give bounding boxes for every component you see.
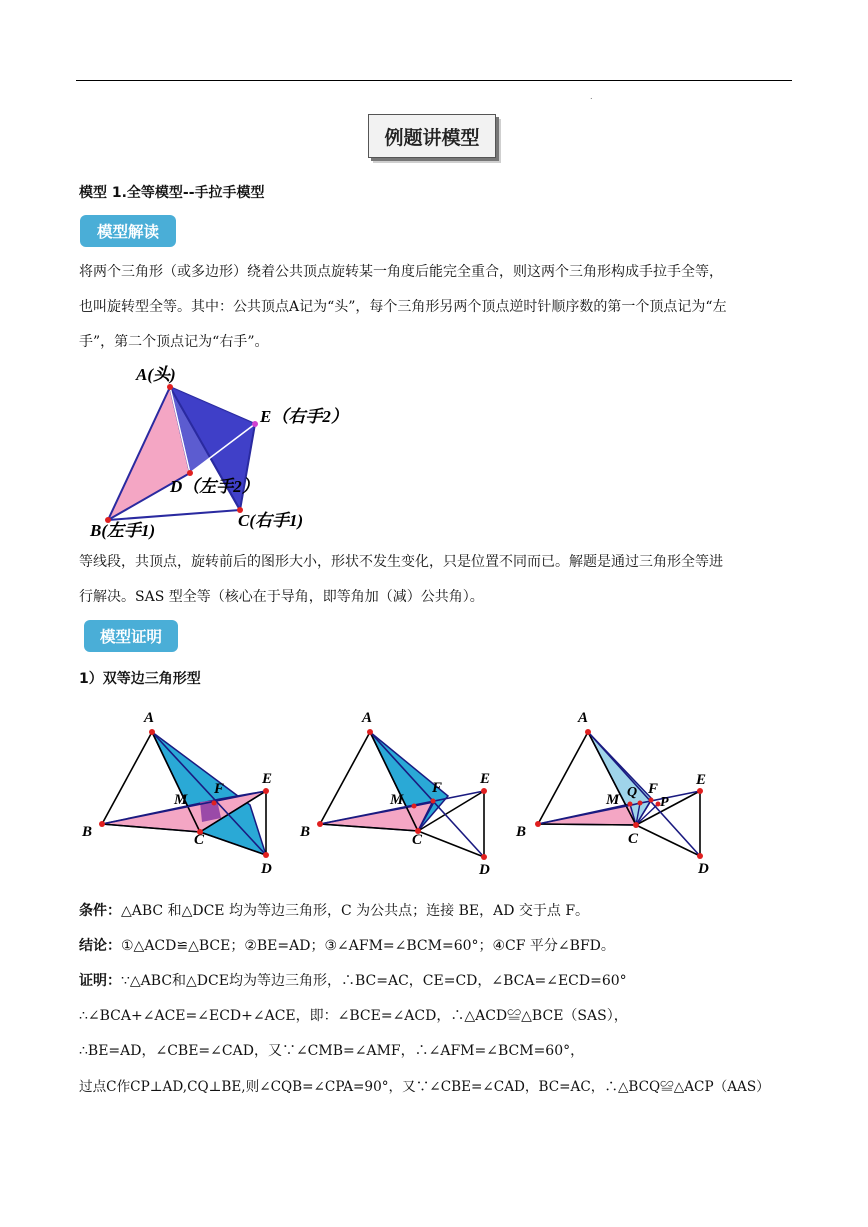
- conclusion-text: ①△ACD≌△BCE；②BE=AD；③∠AFM=∠BCM=60°；④CF 平分∠BFD。: [121, 938, 615, 954]
- fig3-label-c: C: [628, 831, 639, 847]
- fig1-label-m: M: [174, 792, 188, 808]
- proof-text: ∵△ABC和△DCE均为等边三角形，∴BC=AC，CE=CD，∠BCA=∠ECD=60°: [121, 973, 627, 989]
- section-title: 例题讲模型: [368, 114, 496, 158]
- fig3-label-a: A: [578, 710, 589, 726]
- fig3-label-q: Q: [627, 785, 638, 800]
- conclusion-label: 结论：: [79, 938, 121, 954]
- fig2-label-c: C: [412, 832, 423, 848]
- header-dot: .: [590, 92, 593, 101]
- fig1-label-d: D: [261, 861, 272, 877]
- fig1-label-c: C: [194, 832, 205, 848]
- fig1-label-b: B: [82, 824, 93, 840]
- fig1-label-a: A: [144, 710, 155, 726]
- fig3-label-f: F: [648, 781, 659, 797]
- para-line: 也叫旋转型全等。其中：公共顶点A记为“头”，每个三角形另两个顶点逆时针顺序数的第一个顶点记为“左: [79, 299, 727, 315]
- paragraph-intro: [79, 255, 795, 360]
- fig2-label-e: E: [480, 771, 491, 787]
- fig3-label-b: B: [516, 824, 527, 840]
- label-e-right-hand2: E（右手2）: [260, 407, 348, 426]
- para-line: 手”，第二个顶点记为“右手”。: [79, 334, 269, 350]
- figure-1: [78, 702, 288, 882]
- fig3-label-d: D: [698, 861, 709, 877]
- fig2-label-m: M: [390, 792, 404, 808]
- label-c-right-hand1: C(右手1): [238, 511, 304, 530]
- para-line: 将两个三角形（或多边形）绕着公共顶点旋转某一角度后能完全重合，则这两个三角形构成手拉手全等，: [79, 264, 723, 280]
- proof-line-3: ∴BE=AD，∠CBE=∠CAD，又∵∠CMB=∠AMF，∴∠AFM=∠BCM=60°，: [79, 1043, 585, 1059]
- conclusion-line: [79, 935, 615, 955]
- fig1-label-f: F: [214, 781, 225, 797]
- proof-line-4: 过点C作CP⊥AD,CQ⊥BE,则∠CQB=∠CPA=90°，又∵∠CBE=∠CAD，BC=AC，∴△BCQ≌△ACP（AAS）: [79, 1079, 770, 1095]
- proof-label: 证明：: [79, 973, 121, 989]
- fig2-label-a: A: [362, 710, 373, 726]
- figure-2: [296, 702, 506, 882]
- diagram-hand-in-hand: [80, 360, 380, 545]
- fig3-label-p: P: [660, 795, 669, 810]
- header-rule: [76, 80, 792, 81]
- fig2-label-d: D: [479, 862, 490, 878]
- condition-label: 条件：: [79, 903, 121, 919]
- para-line: 等线段，共顶点，旋转前后的图形大小，形状不发生变化，只是位置不同而已。解题是通过三角形全等进: [79, 554, 723, 570]
- fig2-label-f: F: [432, 780, 443, 796]
- condition-text: △ABC 和△DCE 均为等边三角形，C 为公共点；连接 BE，AD 交于点 F。: [121, 903, 590, 919]
- subheading-double-equilateral: 1）双等边三角形型: [79, 671, 201, 687]
- para-line: 行解决。SAS 型全等（核心在于导角，即等角加（减）公共角）。: [79, 589, 484, 605]
- label-a-head: A(头): [136, 365, 176, 384]
- fig2-label-b: B: [300, 824, 311, 840]
- fig3-label-e: E: [696, 772, 707, 788]
- label-b-left-hand1: B(左手1): [90, 521, 156, 540]
- tag-model-explain: 模型解读: [80, 215, 176, 247]
- figure-3: [514, 702, 724, 882]
- paragraph-explain: [79, 545, 795, 615]
- proof-line-2: ∴∠BCA+∠ACE=∠ECD+∠ACE，即：∠BCE=∠ACD，∴△ACD≌△BCE（SAS），: [79, 1008, 628, 1024]
- label-d-left-hand2: D（左手2）: [170, 477, 259, 496]
- tag-model-proof: 模型证明: [84, 620, 178, 652]
- fig3-label-m: M: [606, 792, 620, 808]
- proof-line-1: [79, 970, 627, 990]
- fig1-label-e: E: [262, 771, 273, 787]
- model-heading: 模型 1.全等模型--手拉手模型: [79, 185, 265, 201]
- condition-line: [79, 900, 589, 920]
